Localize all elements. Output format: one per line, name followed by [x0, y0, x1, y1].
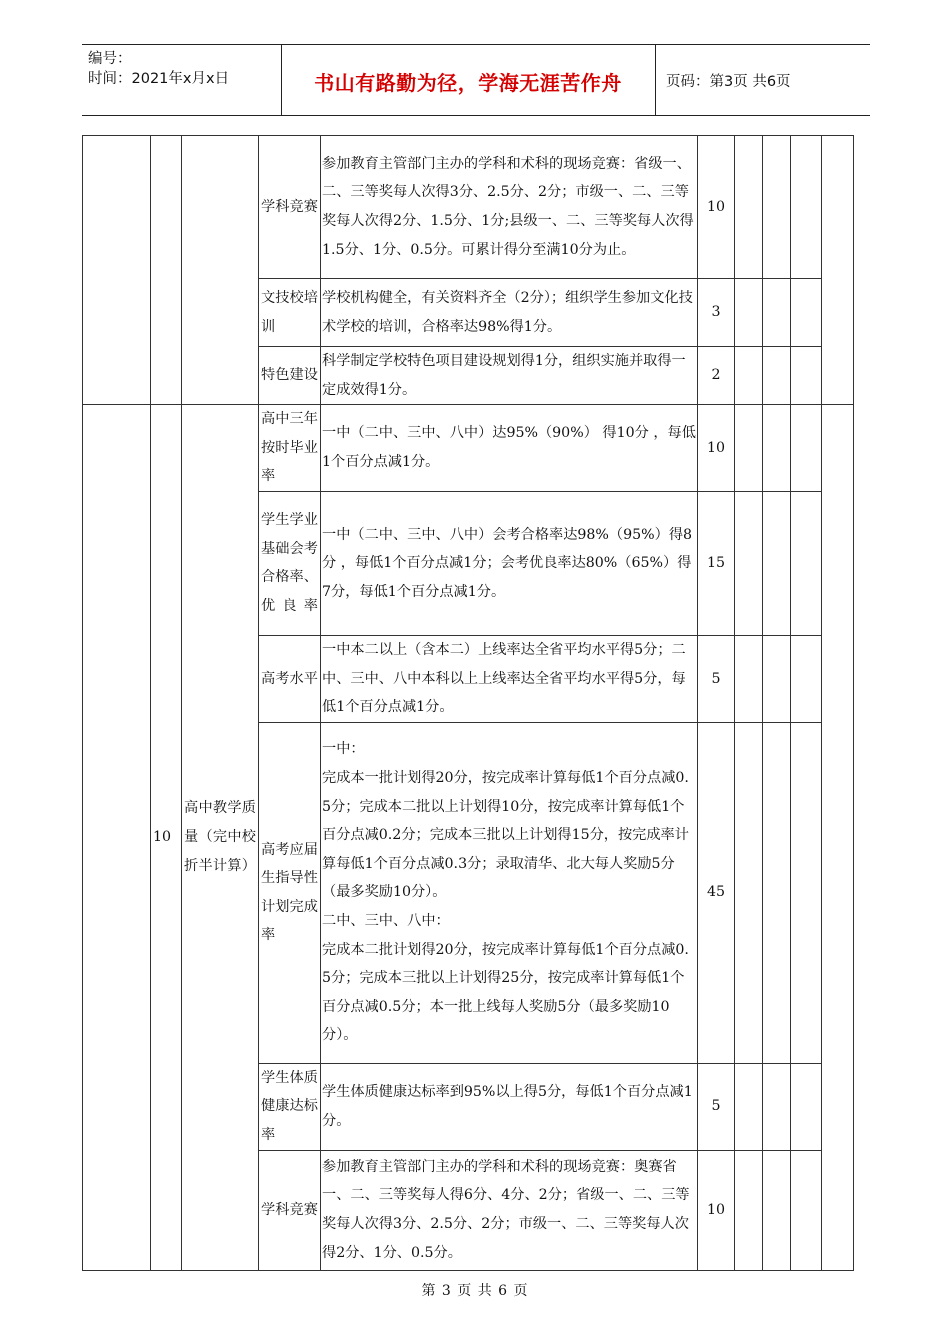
number-label: 编号：: [88, 51, 132, 67]
empty-cell: [822, 405, 854, 1270]
criteria-cell: 一中本二以上（含本二）上线率达全省平均水平得5分；二中、三中、八中本科以上上线率达全省平均水平得5分，每低1个百分点减1分。: [321, 635, 698, 722]
table-row: [83, 136, 854, 279]
empty-cell: [763, 405, 791, 492]
criteria-cell: [321, 722, 698, 1063]
page-header: [82, 44, 870, 116]
score-cell: 5: [698, 1063, 735, 1150]
empty-cell: [791, 491, 822, 635]
header-page-info: 页码：第3页 共6页: [666, 74, 791, 90]
empty-cell: [151, 136, 182, 405]
indicator-cell: 文技校培训: [259, 279, 321, 347]
empty-cell: [735, 405, 763, 492]
empty-cell: [791, 405, 822, 492]
header-motto: 书山有路勤为径，学海无涯苦作舟: [314, 71, 622, 95]
empty-cell: [763, 1150, 791, 1270]
empty-cell: [791, 347, 822, 405]
criteria-cell: 一中（二中、三中、八中）会考合格率达98%（95%）得8分 ，每低1个百分点减1分；会考优良率达80%（65%）得7分，每低1个百分点减1分。: [321, 491, 698, 635]
section-category: 高中教学质量（完中校折半计算）: [182, 405, 259, 1270]
score-cell: 15: [698, 491, 735, 635]
empty-cell: [735, 722, 763, 1063]
score-cell: 10: [698, 405, 735, 492]
evaluation-table: [82, 135, 854, 1271]
score-cell: 3: [698, 279, 735, 347]
page-footer: 第 3 页 共 6 页: [421, 1283, 529, 1299]
indicator-cell: 高考水平: [259, 635, 321, 722]
indicator-cell: 高中三年按时毕业率: [259, 405, 321, 492]
empty-cell: [791, 136, 822, 279]
criteria-cell: 学校机构健全，有关资料齐全（2分）；组织学生参加文化技术学校的培训，合格率达98%得1分。: [321, 279, 698, 347]
indicator-cell: 特色建设: [259, 347, 321, 405]
empty-cell: [822, 136, 854, 405]
score-cell: 10: [698, 136, 735, 279]
empty-cell: [735, 1150, 763, 1270]
header-meta: [88, 49, 229, 89]
empty-cell: [763, 347, 791, 405]
criteria-cell: 参加教育主管部门主办的学科和术科的现场竞赛：奥赛省一、二、三等奖每人得6分、4分、2分；省级一、二、三等奖每人次得3分、2.5分、2分；市级一、二、三等奖每人次得2分、1分、0.5分。: [321, 1150, 698, 1270]
criteria-cell: 学生体质健康达标率到95%以上得5分，每低1个百分点减1分。: [321, 1063, 698, 1150]
empty-cell: [83, 405, 151, 1270]
criteria-line: 二中、三中、八中：: [322, 913, 450, 930]
criteria-line: 一中：: [322, 741, 365, 758]
empty-cell: [763, 491, 791, 635]
empty-cell: [791, 722, 822, 1063]
indicator-cell: 学生体质健康达标率: [259, 1063, 321, 1150]
indicator-cell: 学科竞赛: [259, 136, 321, 279]
empty-cell: [735, 635, 763, 722]
empty-cell: [791, 279, 822, 347]
empty-cell: [735, 491, 763, 635]
empty-cell: [791, 1150, 822, 1270]
score-cell: 5: [698, 635, 735, 722]
criteria-line: 完成本二批计划得20分，按完成率计算每低1个百分点减0.5分；完成本三批以上计划得25分，按完成率计算每低1个百分点减0.5分；本一批上线每人奖励5分（最多奖励10分）。: [322, 941, 689, 1044]
indicator-cell: 高考应届生指导性计划完成率: [259, 722, 321, 1063]
criteria-cell: 科学制定学校特色项目建设规划得1分，组织实施并取得一定成效得1分。: [321, 347, 698, 405]
empty-cell: [735, 347, 763, 405]
score-cell: 2: [698, 347, 735, 405]
indicator-cell: 学生学业基础会考合格率、优良率: [259, 491, 321, 635]
empty-cell: [791, 1063, 822, 1150]
empty-cell: [735, 1063, 763, 1150]
section-number: 10: [151, 405, 182, 1270]
empty-cell: [763, 1063, 791, 1150]
empty-cell: [735, 279, 763, 347]
table-row: [83, 405, 854, 492]
empty-cell: [735, 136, 763, 279]
empty-cell: [83, 136, 151, 405]
empty-cell: [763, 722, 791, 1063]
empty-cell: [182, 136, 259, 405]
criteria-cell: 一中（二中、三中、八中）达95%（90%） 得10分 ，每低1个百分点减1分。: [321, 405, 698, 492]
empty-cell: [791, 635, 822, 722]
indicator-cell: 学科竞赛: [259, 1150, 321, 1270]
score-cell: 45: [698, 722, 735, 1063]
criteria-cell: 参加教育主管部门主办的学科和术科的现场竞赛：省级一、二、三等奖每人次得3分、2.5分、2分；市级一、二、三等奖每人次得2分、1.5分、1分;县级一、二、三等奖每人次得1.5分、1分、0.5分。可累计得分至满10分为止。: [321, 136, 698, 279]
time-label: 时间：2021年x月x日: [88, 71, 230, 87]
empty-cell: [763, 635, 791, 722]
header-divider: [655, 45, 656, 115]
criteria-line: 完成本一批计划得20分，按完成率计算每低1个百分点减0.5分；完成本二批以上计划得10分，按完成率计算每低1个百分点减0.2分；完成本三批以上计划得15分，按完成率计算每低1个百分点减0.3分；录取清华、北大每人奖励5分（最多奖励10分）。: [322, 770, 689, 901]
empty-cell: [763, 136, 791, 279]
empty-cell: [763, 279, 791, 347]
score-cell: 10: [698, 1150, 735, 1270]
